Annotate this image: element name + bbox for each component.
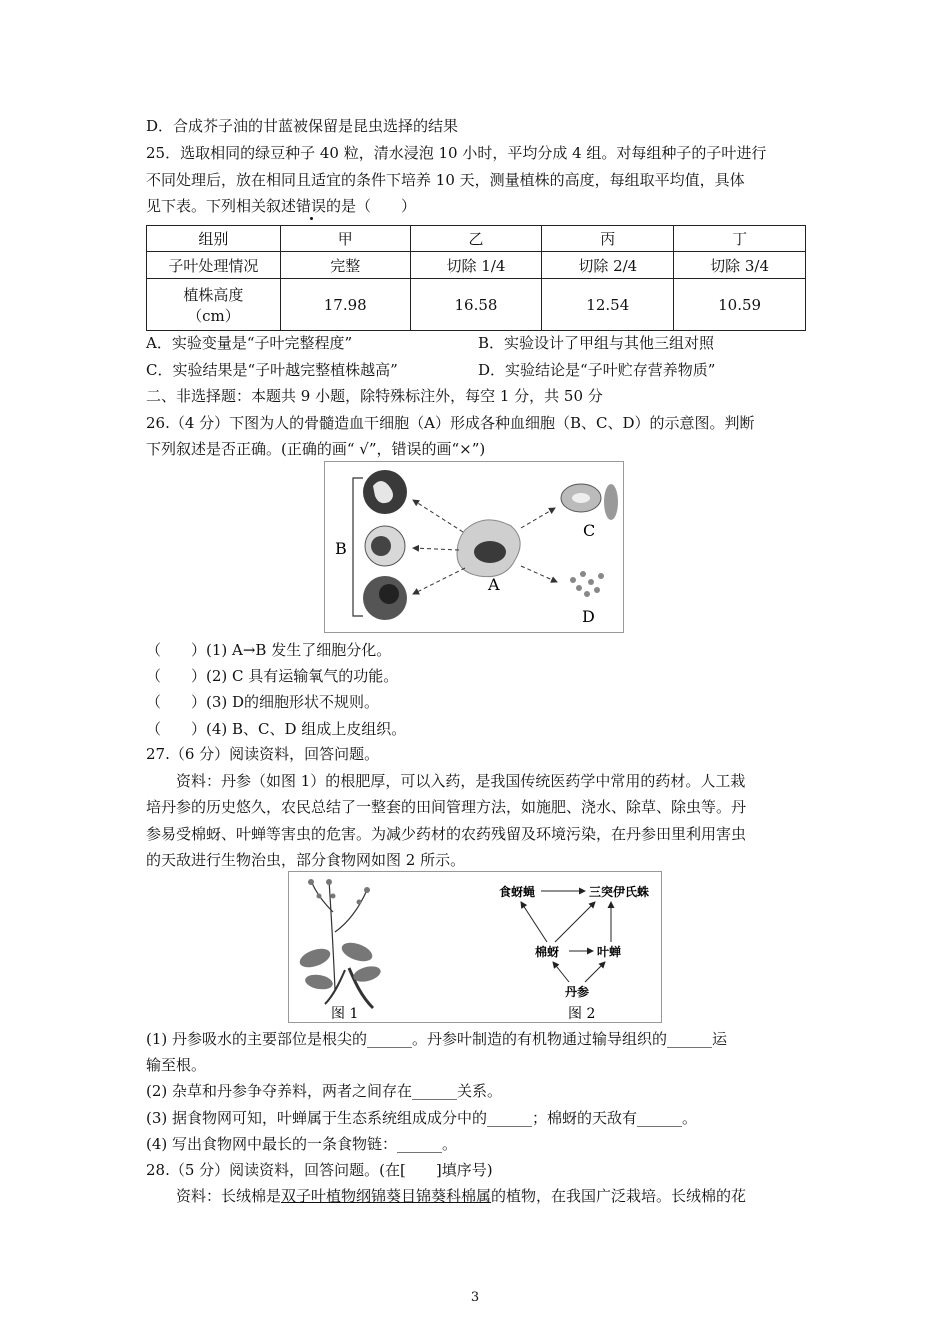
th-yi: 乙 <box>410 226 542 252</box>
cell: 切除 1/4 <box>410 252 542 279</box>
emphasis-cuowu: 错误 <box>296 197 327 215</box>
fig2-caption: 图 2 <box>568 1006 596 1022</box>
cell: 切除 3/4 <box>674 252 806 279</box>
node-syrphid: 食蚜蝇 <box>499 885 536 899</box>
q24-option-d: D．合成芥子油的甘蓝被保留是昆虫选择的结果 <box>146 117 459 135</box>
label-b: B <box>335 539 347 558</box>
q27-sub-3: (3) 据食物网可知，叶蝉属于生态系统组成成分中的______；棉蚜的天敌有______。 <box>146 1109 698 1127</box>
cell: 完整 <box>280 252 410 279</box>
q25-option-c: C．实验结果是“子叶越完整植株越高” <box>146 361 398 379</box>
cell: 10.59 <box>674 279 806 331</box>
row-label-height: 植株高度 （cm） <box>147 279 281 331</box>
fig1-caption: 图 1 <box>331 1006 359 1022</box>
q26-line1: 26.（4 分）下图为人的骨髓造血干细胞（A）形成各种血细胞（B、C、D）的示意图。判断 <box>146 414 755 432</box>
q27-title: 27.（6 分）阅读资料，回答问题。 <box>146 745 380 763</box>
th-group: 组别 <box>147 226 281 252</box>
node-leafhopper: 叶蝉 <box>597 945 622 959</box>
cell: 17.98 <box>280 279 410 331</box>
label-d: D <box>582 607 595 626</box>
q26-line2: 下列叙述是否正确。(正确的画“ √”，错误的画“×”) <box>146 440 486 458</box>
underlined-classification: 双子叶植物纲锦葵目锦葵科棉属 <box>281 1187 492 1205</box>
page-number: 3 <box>470 1290 480 1305</box>
q27-para-4: 的天敌进行生物治虫，部分食物网如图 2 所示。 <box>146 851 466 869</box>
label-a: A <box>488 575 500 594</box>
q27-sub-4: (4) 写出食物网中最长的一条食物链：______。 <box>146 1135 458 1153</box>
th-ding: 丁 <box>674 226 806 252</box>
blood-cell-figure <box>324 461 624 633</box>
th-jia: 甲 <box>280 226 410 252</box>
q27-para-2: 培丹参的历史悠久，农民总结了一整套的田间管理方法，如施肥、浇水、除草、除虫等。丹 <box>146 798 747 816</box>
section-2-heading: 二、非选择题：本题共 9 小题，除特殊标注外，每空 1 分，共 50 分 <box>146 387 603 405</box>
q28-para-1: 资料：长绒棉是双子叶植物纲锦葵目锦葵科棉属的植物，在我国广泛栽培。长绒棉的花 <box>176 1187 747 1205</box>
q26-item-4: （ ）(4) B、C、D 组成上皮组织。 <box>146 720 407 738</box>
node-spider: 三突伊氏蛛 <box>589 885 650 899</box>
q27-sub-1b: 输至根。 <box>146 1056 207 1074</box>
bracket <box>353 478 363 616</box>
q27-sub-1a: (1) 丹参吸水的主要部位是根尖的______。丹参叶制造的有机物通过输导组织的______运 <box>146 1030 728 1048</box>
q27-para-1: 资料：丹参（如图 1）的根肥厚，可以入药，是我国传统医药学中常用的药材。人工栽 <box>176 772 746 790</box>
cell: 12.54 <box>542 279 674 331</box>
q27-sub-2: (2) 杂草和丹参争夺养料，两者之间存在______关系。 <box>146 1082 503 1100</box>
cell: 16.58 <box>410 279 542 331</box>
q27-para-3: 参易受棉蚜、叶蝉等害虫的危害。为减少药材的农药残留及环境污染，在丹参田里利用害虫 <box>146 825 747 843</box>
salvia-figures <box>288 871 662 1023</box>
q25-line2: 不同处理后，放在相同且适宜的条件下培养 10 天，测量植株的高度，每组取平均值，具体 <box>146 171 745 189</box>
row-label-treatment: 子叶处理情况 <box>147 252 281 279</box>
q26-item-3: （ ）(3) D的细胞形状不规则。 <box>146 693 380 711</box>
q26-item-2: （ ）(2) C 具有运输氧气的功能。 <box>146 667 399 685</box>
platelets <box>570 571 604 597</box>
cell: 切除 2/4 <box>542 252 674 279</box>
node-aphid: 棉蚜 <box>535 945 560 959</box>
q28-title: 28.（5 分）阅读资料，回答问题。(在[ ]填序号) <box>146 1161 493 1179</box>
node-salvia: 丹参 <box>565 985 590 999</box>
q25-option-d: D．实验结论是“子叶贮存营养物质” <box>478 361 716 379</box>
q25-line3: 见下表。下列相关叙述错误的是（ ） <box>146 197 417 215</box>
q25-option-a: A．实验变量是“子叶完整程度” <box>146 334 353 352</box>
q25-line1: 25．选取相同的绿豆种子 40 粒，清水浸泡 10 小时，平均分成 4 组。对每组种子的子叶进行 <box>146 144 767 162</box>
salvia-leaves <box>297 879 382 991</box>
label-c: C <box>583 521 596 540</box>
q25-table <box>146 225 806 331</box>
q25-option-b: B．实验设计了甲组与其他三组对照 <box>478 334 715 352</box>
th-bing: 丙 <box>542 226 674 252</box>
q26-item-1: （ ）(1) A→B 发生了细胞分化。 <box>146 641 392 659</box>
